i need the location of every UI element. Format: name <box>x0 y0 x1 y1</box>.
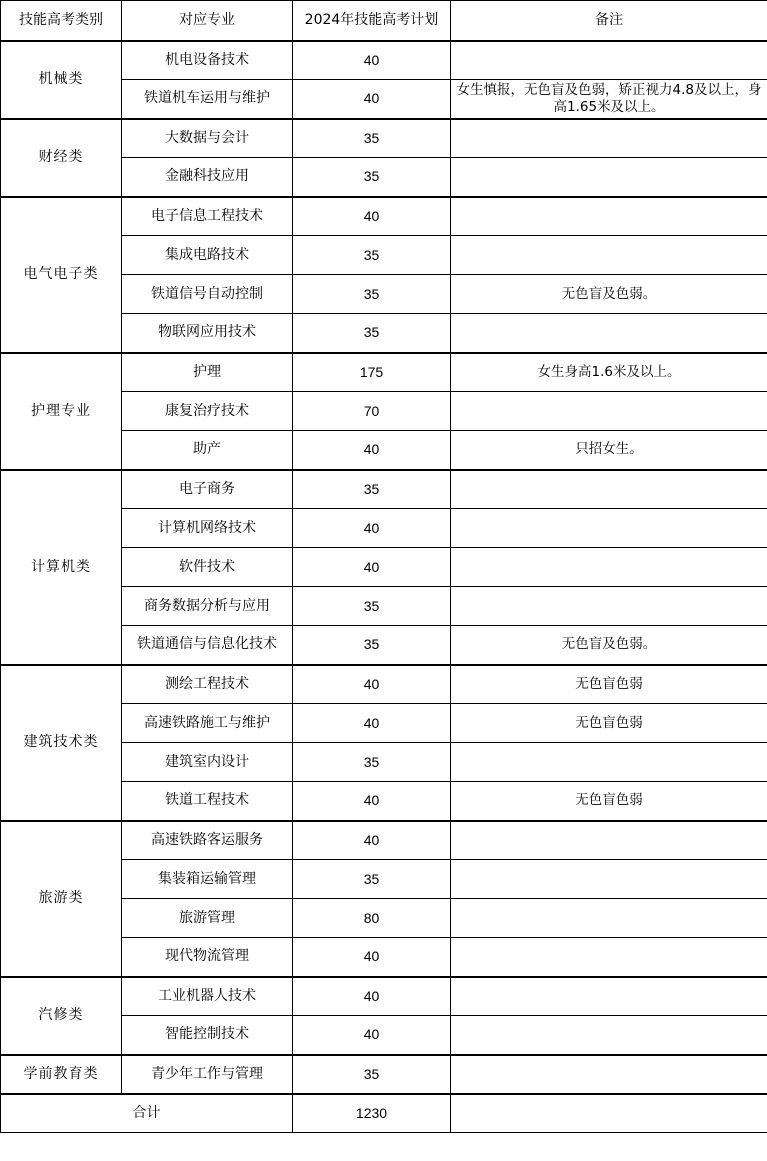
total-plan: 1230 <box>293 1094 451 1133</box>
plan-cell: 35 <box>293 860 451 899</box>
major-cell: 高速铁路客运服务 <box>122 821 293 860</box>
major-cell: 铁道信号自动控制 <box>122 275 293 314</box>
plan-cell: 40 <box>293 431 451 470</box>
note-cell: 无色盲及色弱。 <box>451 626 767 665</box>
table-row <box>1 41 767 80</box>
table-row <box>1 1055 767 1094</box>
table-row <box>1 119 767 158</box>
plan-cell: 40 <box>293 938 451 977</box>
category-cell: 电气电子类 <box>1 197 122 353</box>
major-cell: 金融科技应用 <box>122 158 293 197</box>
note-cell <box>451 197 767 236</box>
plan-cell: 35 <box>293 275 451 314</box>
total-label: 合计 <box>1 1094 293 1133</box>
plan-cell: 40 <box>293 509 451 548</box>
plan-cell: 40 <box>293 197 451 236</box>
table-row <box>1 665 767 704</box>
note-cell <box>451 587 767 626</box>
plan-cell: 35 <box>293 587 451 626</box>
plan-cell: 40 <box>293 548 451 587</box>
header-plan: 2024年技能高考计划 <box>293 1 451 41</box>
major-cell: 电子商务 <box>122 470 293 509</box>
category-cell: 建筑技术类 <box>1 665 122 821</box>
major-cell: 大数据与会计 <box>122 119 293 158</box>
category-cell: 学前教育类 <box>1 1055 122 1094</box>
plan-cell: 35 <box>293 470 451 509</box>
note-cell <box>451 41 767 80</box>
major-cell: 现代物流管理 <box>122 938 293 977</box>
note-cell: 无色盲色弱 <box>451 665 767 704</box>
major-cell: 计算机网络技术 <box>122 509 293 548</box>
plan-cell: 40 <box>293 665 451 704</box>
category-cell: 机械类 <box>1 41 122 119</box>
major-cell: 工业机器人技术 <box>122 977 293 1016</box>
table-row <box>1 821 767 860</box>
note-cell <box>451 860 767 899</box>
plan-cell: 80 <box>293 899 451 938</box>
plan-cell: 40 <box>293 704 451 743</box>
plan-cell: 35 <box>293 158 451 197</box>
note-cell <box>451 743 767 782</box>
note-cell <box>451 548 767 587</box>
major-cell: 铁道机车运用与维护 <box>122 80 293 119</box>
plan-cell: 35 <box>293 1055 451 1094</box>
header-row <box>1 1 767 41</box>
major-cell: 康复治疗技术 <box>122 392 293 431</box>
note-cell <box>451 314 767 353</box>
plan-cell: 40 <box>293 41 451 80</box>
note-cell <box>451 938 767 977</box>
category-cell: 计算机类 <box>1 470 122 665</box>
plan-cell: 35 <box>293 119 451 158</box>
note-cell: 无色盲色弱 <box>451 782 767 821</box>
category-cell: 汽修类 <box>1 977 122 1055</box>
category-cell: 护理专业 <box>1 353 122 470</box>
major-cell: 旅游管理 <box>122 899 293 938</box>
table-row <box>1 977 767 1016</box>
plan-cell: 35 <box>293 743 451 782</box>
header-note: 备注 <box>451 1 767 41</box>
note-cell <box>451 1055 767 1094</box>
plan-cell: 175 <box>293 353 451 392</box>
plan-cell: 40 <box>293 821 451 860</box>
note-cell <box>451 119 767 158</box>
header-major: 对应专业 <box>122 1 293 41</box>
major-cell: 铁道通信与信息化技术 <box>122 626 293 665</box>
note-cell <box>451 821 767 860</box>
major-cell: 铁道工程技术 <box>122 782 293 821</box>
major-cell: 集成电路技术 <box>122 236 293 275</box>
category-cell: 旅游类 <box>1 821 122 977</box>
plan-cell: 35 <box>293 314 451 353</box>
major-cell: 护理 <box>122 353 293 392</box>
note-cell: 女生身高1.6米及以上。 <box>451 353 767 392</box>
major-cell: 测绘工程技术 <box>122 665 293 704</box>
table-row <box>1 470 767 509</box>
major-cell: 物联网应用技术 <box>122 314 293 353</box>
major-cell: 助产 <box>122 431 293 470</box>
plan-cell: 40 <box>293 782 451 821</box>
major-cell: 智能控制技术 <box>122 1016 293 1055</box>
table-row <box>1 353 767 392</box>
major-cell: 集装箱运输管理 <box>122 860 293 899</box>
plan-cell: 70 <box>293 392 451 431</box>
plan-cell: 35 <box>293 236 451 275</box>
note-cell <box>451 509 767 548</box>
category-cell: 财经类 <box>1 119 122 197</box>
note-cell <box>451 977 767 1016</box>
note-cell <box>451 470 767 509</box>
major-cell: 软件技术 <box>122 548 293 587</box>
note-cell <box>451 899 767 938</box>
major-cell: 建筑室内设计 <box>122 743 293 782</box>
note-cell: 无色盲色弱 <box>451 704 767 743</box>
major-cell: 商务数据分析与应用 <box>122 587 293 626</box>
total-row <box>1 1094 767 1133</box>
note-cell <box>451 158 767 197</box>
plan-cell: 40 <box>293 80 451 119</box>
header-category: 技能高考类别 <box>1 1 122 41</box>
table-row <box>1 197 767 236</box>
plan-body <box>1 41 767 1094</box>
major-cell: 机电设备技术 <box>122 41 293 80</box>
note-cell <box>451 1016 767 1055</box>
major-cell: 电子信息工程技术 <box>122 197 293 236</box>
major-cell: 青少年工作与管理 <box>122 1055 293 1094</box>
plan-cell: 40 <box>293 1016 451 1055</box>
note-cell: 女生慎报，无色盲及色弱，矫正视力4.8及以上，身高1.65米及以上。 <box>451 80 767 119</box>
plan-cell: 40 <box>293 977 451 1016</box>
note-cell: 无色盲及色弱。 <box>451 275 767 314</box>
note-cell <box>451 236 767 275</box>
note-cell: 只招女生。 <box>451 431 767 470</box>
plan-cell: 35 <box>293 626 451 665</box>
major-cell: 高速铁路施工与维护 <box>122 704 293 743</box>
note-cell <box>451 392 767 431</box>
total-note <box>451 1094 767 1133</box>
